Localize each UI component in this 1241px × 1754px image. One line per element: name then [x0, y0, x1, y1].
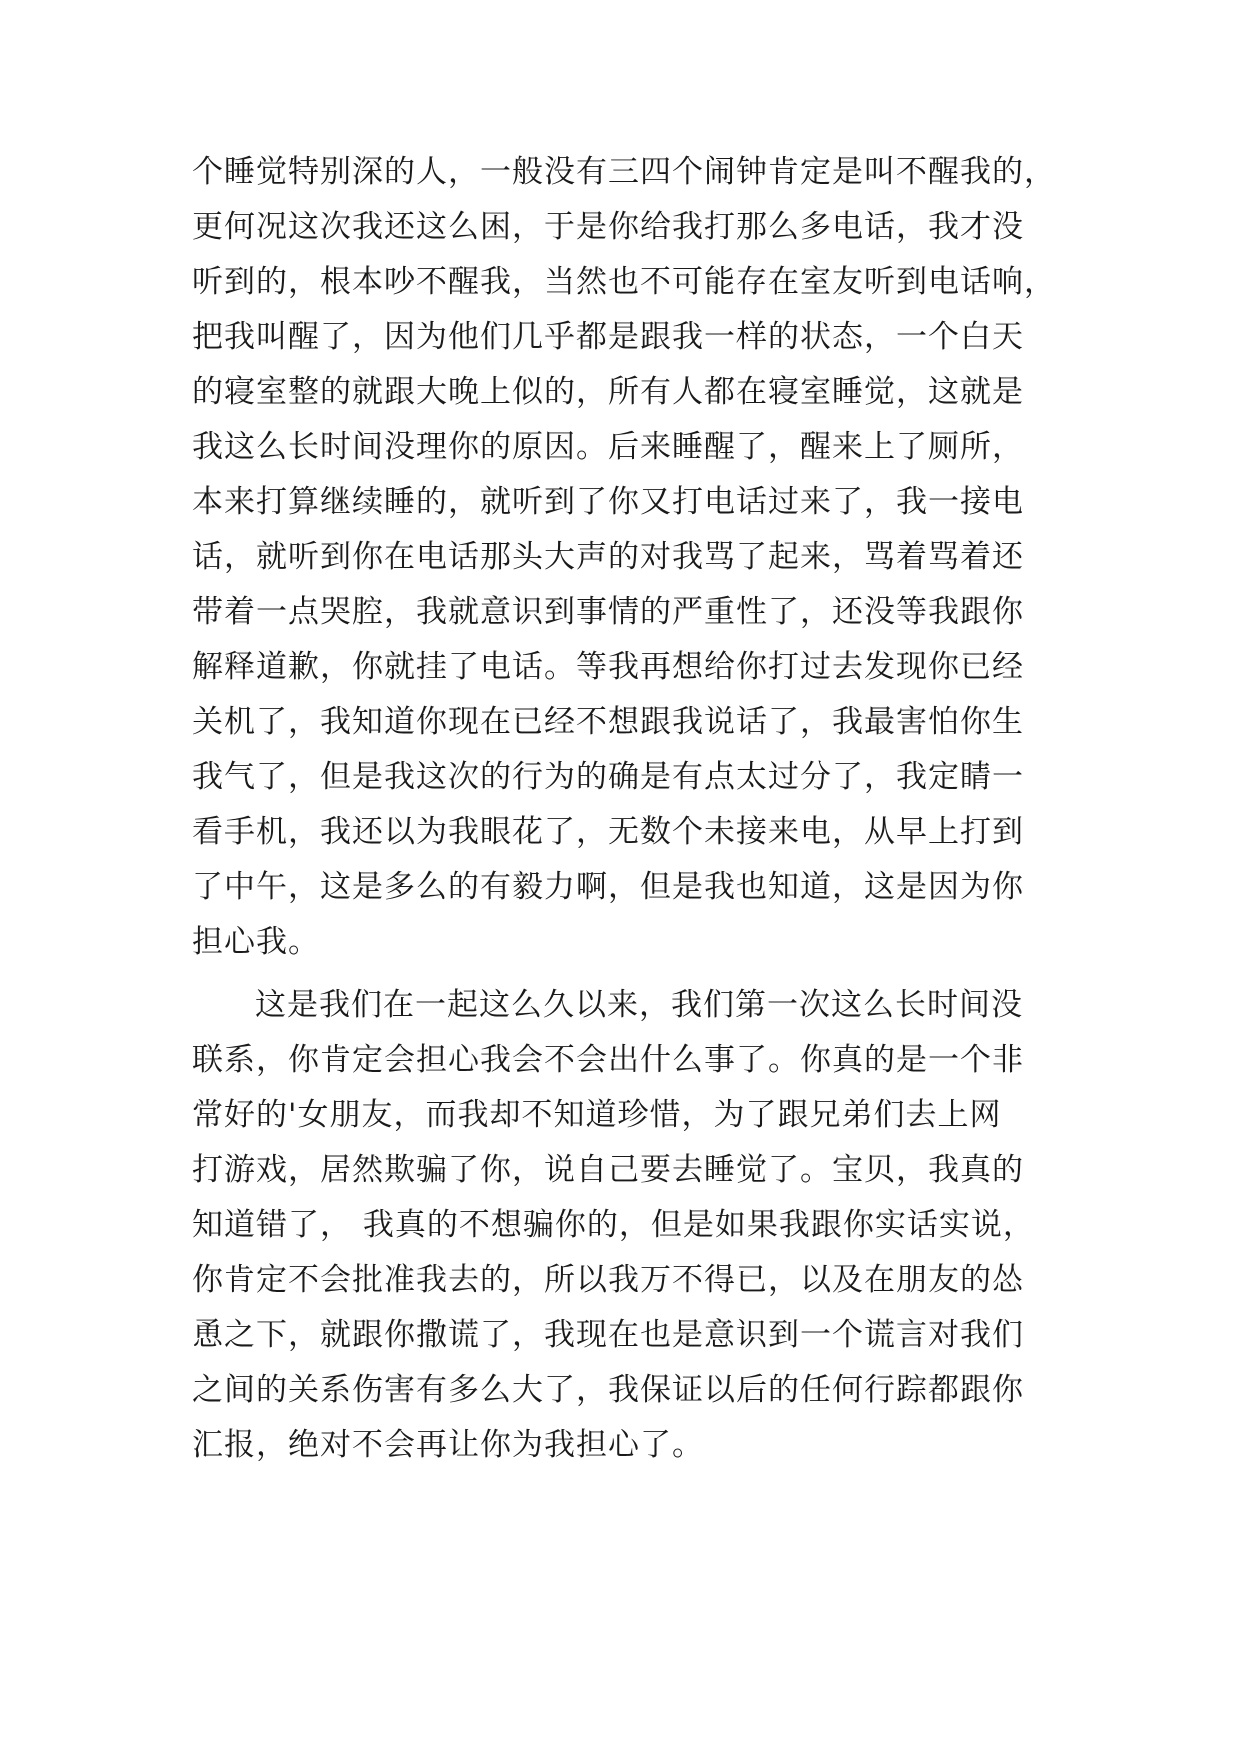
paragraph-2-line: 知道错了， 我真的不想骗你的，但是如果我跟你实话实说，: [192, 1207, 1035, 1243]
paragraph-1-line: 本来打算继续睡的，就听到了你又打电话过来了，我一接电: [192, 484, 1024, 520]
paragraph-2-line: 恿之下，就跟你撒谎了，我现在也是意识到一个谎言对我们: [192, 1317, 1024, 1353]
paragraph-1-line: 更何况这次我还这么困，于是你给我打那么多电话，我才没: [192, 209, 1024, 245]
paragraph-1-line: 看手机，我还以为我眼花了，无数个未接来电，从早上打到: [192, 814, 1024, 850]
paragraph-2-line: 联系，你肯定会担心我会不会出什么事了。你真的是一个非: [192, 1042, 1024, 1078]
paragraph-1-line: 了中午，这是多么的有毅力啊，但是我也知道，这是因为你: [192, 869, 1024, 905]
paragraph-1-line: 听到的，根本吵不醒我，当然也不可能存在室友听到电话响，: [192, 264, 1056, 300]
paragraph-1-line: 解释道歉，你就挂了电话。等我再想给你打过去发现你已经: [192, 649, 1024, 685]
paragraph-1-line: 我这么长时间没理你的原因。后来睡醒了，醒来上了厕所，: [192, 429, 1024, 465]
paragraph-2-line: 打游戏，居然欺骗了你，说自己要去睡觉了。宝贝，我真的: [192, 1152, 1024, 1188]
paragraph-2-line: 这是我们在一起这么久以来，我们第一次这么长时间没: [255, 987, 1023, 1023]
paragraph-1-line: 把我叫醒了，因为他们几乎都是跟我一样的状态，一个白天: [192, 319, 1024, 355]
paragraph-1-line: 带着一点哭腔，我就意识到事情的严重性了，还没等我跟你: [192, 594, 1024, 630]
paragraph-2-line: 汇报，绝对不会再让你为我担心了。: [192, 1427, 704, 1463]
paragraph-1-line: 个睡觉特别深的人，一般没有三四个闹钟肯定是叫不醒我的，: [192, 154, 1056, 190]
paragraph-2-line: 常好的'女朋友，而我却不知道珍惜，为了跟兄弟们去上网: [192, 1097, 1002, 1133]
paragraph-2-line: 之间的关系伤害有多么大了，我保证以后的任何行踪都跟你: [192, 1372, 1024, 1408]
paragraph-1-line: 担心我。: [192, 924, 320, 960]
paragraph-1-line: 关机了，我知道你现在已经不想跟我说话了，我最害怕你生: [192, 704, 1024, 740]
paragraph-1-line: 我气了，但是我这次的行为的确是有点太过分了，我定睛一: [192, 759, 1024, 795]
paragraph-1-line: 的寝室整的就跟大晚上似的，所有人都在寝室睡觉，这就是: [192, 374, 1024, 410]
paragraph-2-line: 你肯定不会批准我去的，所以我万不得已，以及在朋友的怂: [192, 1262, 1024, 1298]
paragraph-1-line: 话，就听到你在电话那头大声的对我骂了起来，骂着骂着还: [192, 539, 1024, 575]
